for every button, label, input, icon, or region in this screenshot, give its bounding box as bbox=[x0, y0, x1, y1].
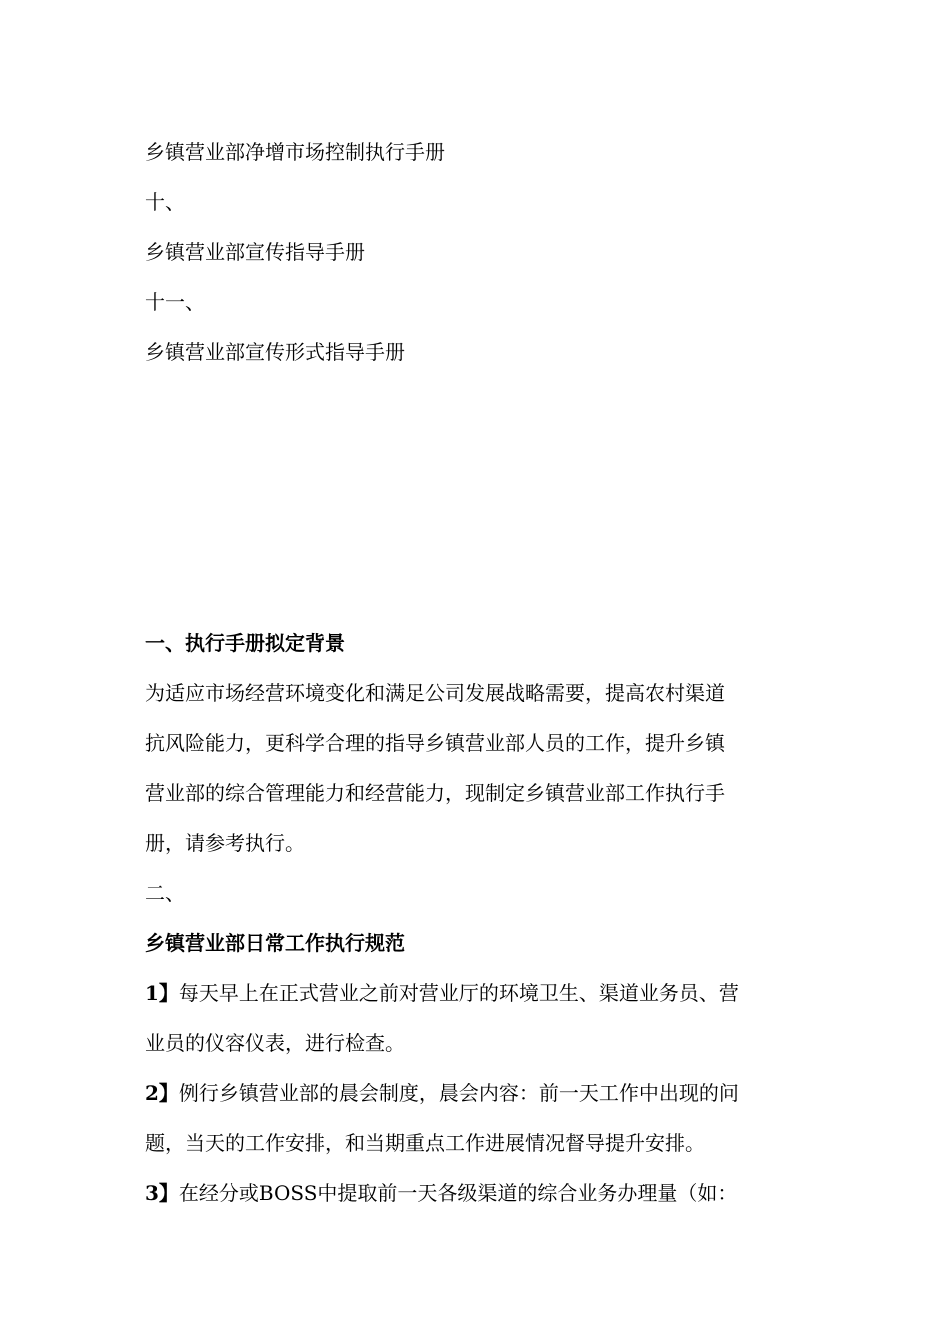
section1-paragraph-line: 为适应市场经营环境变化和满足公司发展战略需要，提高农村渠道 bbox=[145, 681, 725, 705]
item-2-line-2: 题，当天的工作安排，和当期重点工作进展情况督导提升安排。 bbox=[145, 1131, 705, 1155]
toc-entry-publicity-form-manual: 乡镇营业部宣传形式指导手册 bbox=[145, 340, 405, 364]
item-text: 例行乡镇营业部的晨会制度，晨会内容：前一天工作中出现的问 bbox=[178, 1081, 739, 1105]
item-1-line-1 bbox=[145, 978, 810, 1008]
toc-number-10: 十、 bbox=[145, 190, 185, 214]
item-2-line-1 bbox=[145, 1078, 810, 1108]
section1-paragraph-line: 营业部的综合管理能力和经营能力，现制定乡镇营业部工作执行手 bbox=[145, 781, 725, 805]
toc-entry-net-growth-manual: 乡镇营业部净增市场控制执行手册 bbox=[145, 140, 445, 164]
item-text: 在经分或BOSS中提取前一天各级渠道的综合业务办理量（如： bbox=[178, 1181, 738, 1205]
toc-entry-publicity-manual: 乡镇营业部宣传指导手册 bbox=[145, 240, 365, 264]
item-1-line-2: 业员的仪容仪表，进行检查。 bbox=[145, 1031, 405, 1055]
section1-paragraph-line: 册，请参考执行。 bbox=[145, 831, 305, 855]
section2-number: 二、 bbox=[145, 881, 185, 905]
section1-heading: 一、执行手册拟定背景 bbox=[145, 631, 345, 655]
item-marker: 1】 bbox=[145, 981, 179, 1005]
section2-heading: 乡镇营业部日常工作执行规范 bbox=[145, 931, 405, 955]
item-marker: 2】 bbox=[145, 1081, 179, 1105]
toc-number-11: 十一、 bbox=[145, 290, 205, 314]
item-marker: 3】 bbox=[145, 1181, 179, 1205]
item-text: 每天早上在正式营业之前对营业厅的环境卫生、渠道业务员、营 bbox=[178, 981, 739, 1005]
item-3-line-1 bbox=[145, 1178, 810, 1208]
section1-paragraph-line: 抗风险能力，更科学合理的指导乡镇营业部人员的工作，提升乡镇 bbox=[145, 731, 725, 755]
